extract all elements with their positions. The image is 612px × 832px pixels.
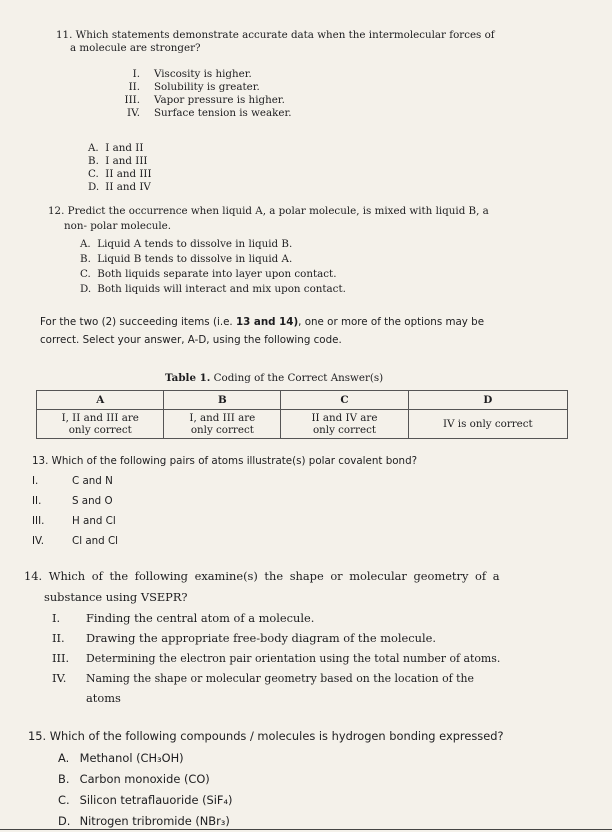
coding-cell-c: II and IV are only correct — [281, 410, 408, 439]
coding-header-a: A — [37, 391, 164, 410]
q14-item-2: II. Drawing the appropriate free-body diagram of the molecule. — [52, 631, 436, 645]
bottom-divider — [0, 829, 612, 830]
q12-option-d[interactable]: D. Both liquids will interact and mix upon contact. — [80, 283, 346, 295]
coding-header-c: C — [281, 391, 408, 410]
q15-option-b[interactable]: B. Carbon monoxide (CO) — [58, 772, 210, 786]
q14-item-4: IV. Naming the shape or molecular geometry based on the location of the — [52, 671, 474, 685]
coding-cell-a: I, II and III are only correct — [37, 410, 164, 439]
q14-item-4-cont: atoms — [86, 691, 121, 705]
q11-item-1: I. Viscosity is higher. — [132, 68, 252, 80]
q14-item-3: III. Determining the electron pair orientation using the total number of atoms. — [52, 651, 501, 665]
coding-cell-d: IV is only correct — [408, 410, 567, 439]
q13-item-3: III. H and Cl — [32, 515, 116, 527]
coding-cell-b: I, and III are only correct — [164, 410, 281, 439]
coding-table-row — [37, 410, 568, 439]
q15-option-a[interactable]: A. Methanol (CH₃OH) — [58, 751, 184, 765]
q14-stem-line2: substance using VSEPR? — [44, 590, 188, 604]
q12-stem-line1: 12. Predict the occurrence when liquid A, a polar molecule, is mixed with liquid B, a — [48, 205, 489, 217]
coding-table — [36, 390, 568, 439]
q12-option-b[interactable]: B. Liquid B tends to dissolve in liquid A. — [80, 253, 293, 265]
q11-option-b[interactable]: B. I and III — [88, 155, 148, 167]
instructions-line1: For the two (2) succeeding items (i.e. 13 and 14), one or more of the options may be — [40, 316, 485, 328]
instructions-line2: correct. Select your answer, A-D, using the following code. — [40, 334, 342, 346]
q14-item-1: I. Finding the central atom of a molecule. — [52, 611, 315, 625]
q13-stem: 13. Which of the following pairs of atoms illustrate(s) polar covalent bond? — [32, 455, 418, 467]
q11-item-2: II. Solubility is greater. — [128, 81, 260, 93]
q15-stem: 15. Which of the following compounds / molecules is hydrogen bonding expressed? — [28, 729, 504, 743]
q11-stem-line2: a molecule are stronger? — [70, 42, 201, 54]
q13-item-2: II. S and O — [32, 495, 113, 507]
q13-item-1: I. C and N — [32, 475, 113, 487]
q12-stem-line2: non- polar molecule. — [64, 220, 172, 232]
q11-stem-line1: 11. Which statements demonstrate accurate data when the intermolecular forces of — [56, 29, 495, 41]
coding-header-b: B — [164, 391, 281, 410]
q11-option-c[interactable]: C. II and III — [88, 168, 152, 180]
q11-option-d[interactable]: D. II and IV — [88, 181, 151, 193]
q12-option-c[interactable]: C. Both liquids separate into layer upon contact. — [80, 268, 337, 280]
coding-header-d: D — [408, 391, 567, 410]
q14-stem-line1: 14. Which of the following examine(s) the shape or molecular geometry of a — [24, 569, 500, 583]
q13-item-4: IV. Cl and Cl — [32, 535, 119, 547]
q12-option-a[interactable]: A. Liquid A tends to dissolve in liquid B. — [80, 238, 293, 250]
q11-option-a[interactable]: A. I and II — [88, 142, 144, 154]
q15-option-c[interactable]: C. Silicon tetraflauoride (SiF₄) — [58, 793, 233, 807]
q15-option-d[interactable]: D. Nitrogen tribromide (NBr₃) — [58, 814, 230, 828]
table-caption: Table 1. Coding of the Correct Answer(s) — [165, 372, 384, 384]
q11-item-3: III. Vapor pressure is higher. — [124, 94, 285, 106]
q11-item-4: IV. Surface tension is weaker. — [127, 107, 292, 119]
coding-table-header-row — [37, 391, 568, 410]
